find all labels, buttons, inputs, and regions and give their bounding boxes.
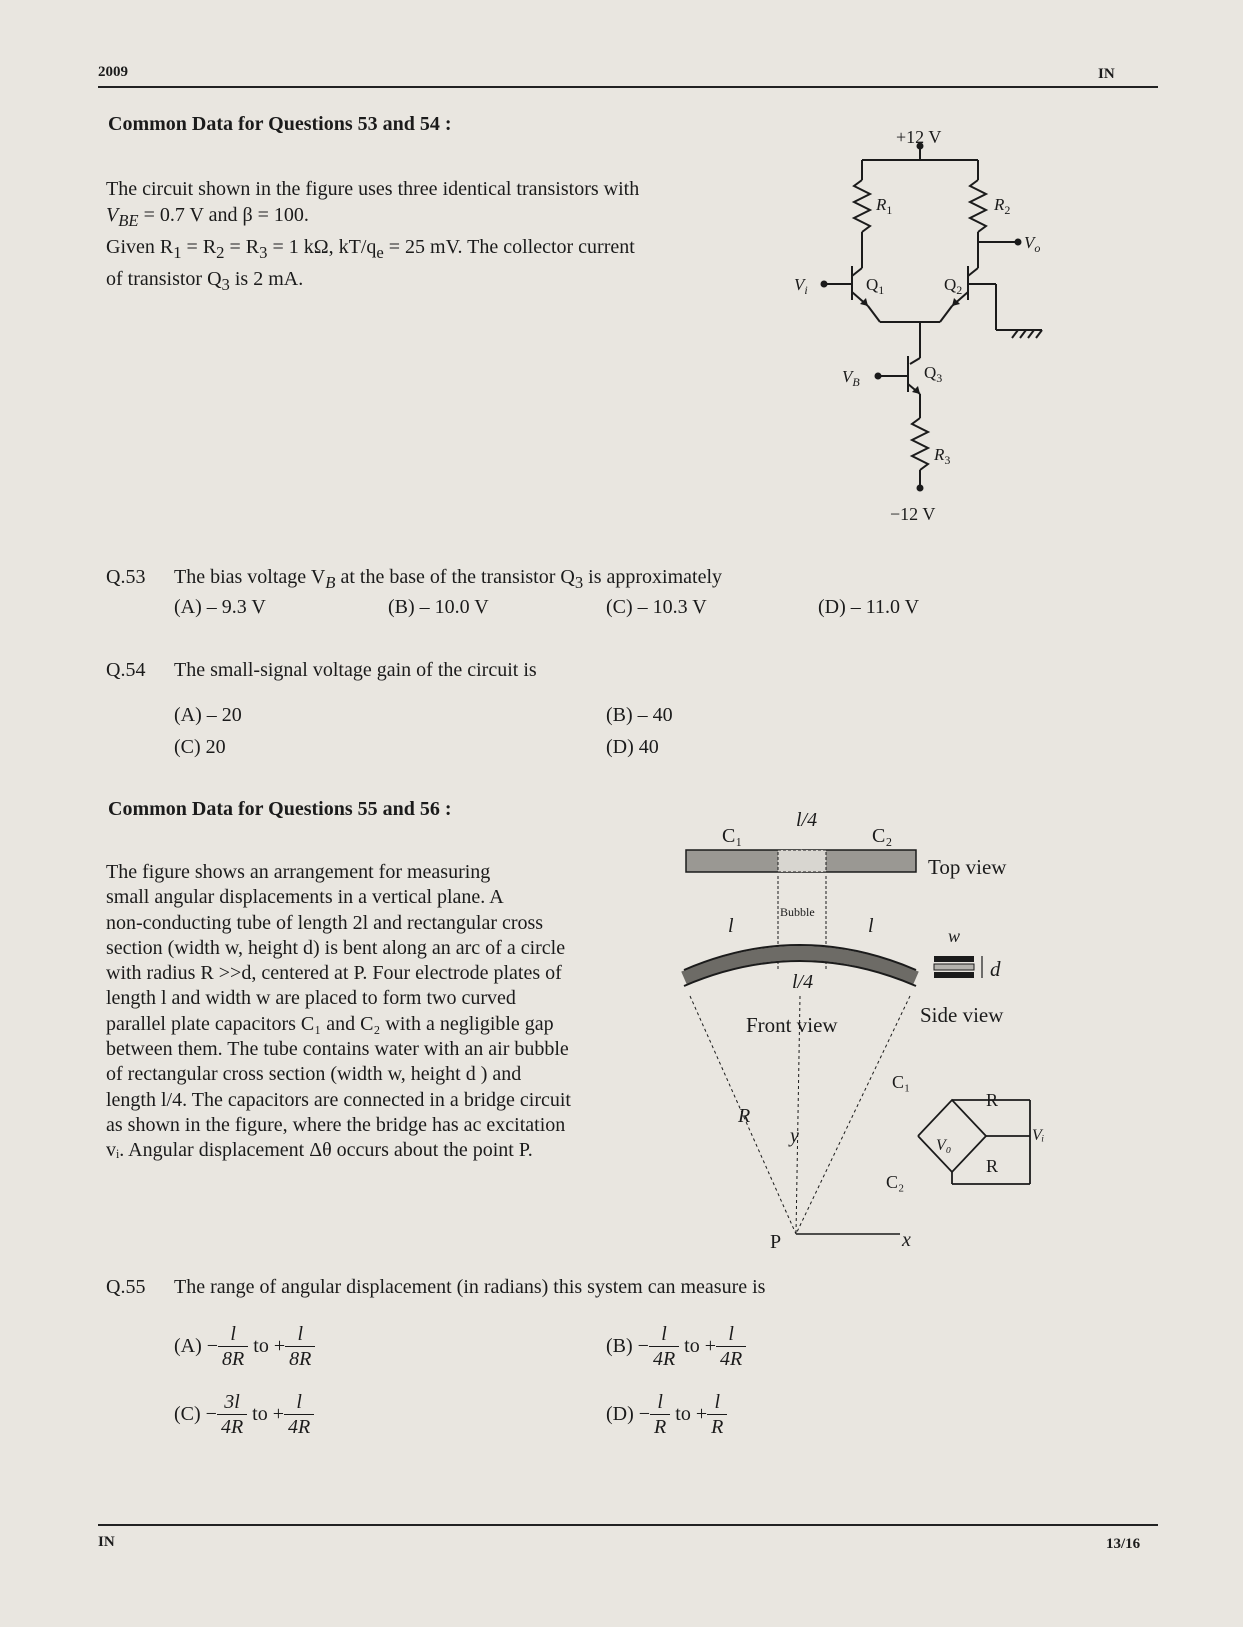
bubble-label: Bubble — [780, 905, 815, 919]
q53-number: Q.53 — [106, 566, 146, 588]
q55-d-n2: l — [714, 1391, 720, 1413]
s2-line3: non-conducting tube of length 2l and rectangular cross — [106, 911, 544, 934]
q53-td: 3 — [574, 573, 584, 592]
vi-terminal — [821, 281, 828, 288]
s2-line11: as shown in the figure, where the bridge has ac excitation — [106, 1113, 566, 1136]
top-c2-label: C₂ — [872, 825, 893, 847]
q55-c-minus: − — [205, 1403, 217, 1425]
q55-a-d2: 8R — [285, 1346, 315, 1371]
length-right-label: l — [868, 915, 874, 937]
q55-a-label: (A) — [174, 1335, 202, 1357]
l3i: = 25 mV. The collector current — [383, 236, 635, 258]
q55-number: Q.55 — [106, 1276, 146, 1298]
vee-terminal — [917, 485, 924, 492]
q3-label: $Q_3$ — [924, 363, 943, 385]
l3a: Given R — [106, 236, 174, 258]
l4a: of transistor Q — [106, 268, 222, 290]
s2-line7: parallel plate capacitors C₁ and C₂ with a negligible gap — [106, 1012, 554, 1035]
section1-description — [106, 176, 746, 298]
q55-c-to: to — [252, 1403, 268, 1425]
r1-label: $R_1$ — [876, 195, 893, 217]
q55-d-frac1 — [650, 1390, 670, 1439]
q55-a-d1: 8R — [218, 1346, 248, 1371]
s2-line2: small angular displacements in a vertical plane. A — [106, 886, 504, 909]
q55-c-plus: + — [272, 1403, 285, 1425]
s2-line12: vᵢ. Angular displacement Δθ occurs about the point P. — [106, 1139, 533, 1162]
header-code: IN — [1098, 66, 1115, 82]
section1-line4 — [106, 266, 746, 298]
section1-line2 — [106, 202, 746, 234]
s2-line9: of rectangular cross section (width w, height d ) and — [106, 1063, 522, 1086]
s2-line1: The figure shows an arrangement for measuring — [106, 861, 491, 883]
q55-a-frac1 — [218, 1322, 248, 1371]
q53-te: is approximately — [583, 566, 723, 588]
q55-a-to: to — [253, 1335, 269, 1357]
l3f: 3 — [259, 243, 268, 262]
top-view-bubble — [778, 850, 826, 872]
top-view-label: Top view — [928, 855, 1007, 879]
q54-option-a[interactable]: (A) – 20 — [174, 704, 242, 726]
q54-text: The small-signal voltage gain of the circuit is — [174, 659, 537, 681]
q53-text — [174, 566, 722, 593]
l3g: = 1 kΩ, kT/q — [267, 236, 377, 258]
q55-a-n2: l — [297, 1323, 303, 1345]
q54-number: Q.54 — [106, 659, 146, 681]
q55-d-d2: R — [707, 1414, 727, 1439]
q53-option-b[interactable]: (B) – 10.0 V — [388, 596, 489, 618]
vb-terminal — [875, 373, 882, 380]
quarter-length-label-front: l/4 — [792, 971, 814, 993]
q55-d-frac2 — [707, 1390, 727, 1439]
vbe-value: = 0.7 V and β = 100. — [138, 204, 309, 226]
common-data-title-53-54: Common Data for Questions 53 and 54 : — [108, 113, 452, 135]
vo-terminal — [1015, 239, 1022, 246]
s2-line4: section (width w, height d) is bent along an arc of a circle — [106, 936, 566, 959]
q55-c-n2: l — [296, 1391, 302, 1413]
q55-c-label: (C) — [174, 1403, 201, 1425]
q53-option-c[interactable]: (C) – 10.3 V — [606, 596, 707, 618]
common-data-title-55-56: Common Data for Questions 55 and 56 : — [108, 798, 452, 820]
q53-option-d[interactable]: (D) – 11.0 V — [818, 596, 920, 618]
bridge-c1-label: C₁ — [892, 1072, 911, 1092]
s2-line8: between them. The tube contains water with an air bubble — [106, 1038, 569, 1061]
section2-description — [106, 860, 626, 1164]
q54-option-d[interactable]: (D) 40 — [606, 736, 659, 758]
bridge-r2-label: R — [986, 1156, 999, 1176]
point-p-label: P — [770, 1231, 782, 1253]
q55-option-d[interactable] — [606, 1390, 727, 1439]
section1-line3 — [106, 234, 746, 266]
q55-a-minus: − — [206, 1335, 219, 1357]
q55-b-d1: 4R — [649, 1346, 679, 1371]
q55-b-to: to — [684, 1335, 700, 1357]
footer-page-number: 13/16 — [1106, 1536, 1141, 1552]
s2-line10: length l/4. The capacitors are connected in a bridge circuit — [106, 1088, 571, 1111]
l4c: is 2 mA. — [229, 268, 304, 290]
bridge-c2-label: C₂ — [886, 1172, 905, 1192]
q55-d-label: (D) — [606, 1403, 634, 1425]
q53-tc: at the base of the transistor Q — [335, 566, 575, 588]
bridge-vi-label: Vᵢ — [1032, 1127, 1045, 1144]
q55-a-plus: + — [273, 1335, 286, 1357]
q55-option-b[interactable] — [606, 1322, 746, 1371]
front-view-label: Front view — [746, 1013, 838, 1037]
s2-line6: length l and width w are placed to form two curved — [106, 987, 516, 1010]
bridge-r1-label: R — [986, 1090, 999, 1110]
q55-d-n1: l — [657, 1391, 663, 1413]
q55-d-minus: − — [638, 1403, 651, 1425]
capacitor-tube-figure — [660, 800, 1080, 1270]
q55-c-d2: 4R — [284, 1414, 314, 1439]
q55-a-frac2 — [285, 1322, 315, 1371]
vo-label: $V_o$ — [1024, 233, 1041, 255]
vcc-label: +12 V — [896, 127, 942, 147]
q55-d-d1: R — [650, 1414, 670, 1439]
q55-a-n1: l — [230, 1323, 236, 1345]
footer-rule — [98, 1524, 1158, 1526]
radius-label: R — [738, 1105, 751, 1127]
q1-label: $Q_1$ — [866, 275, 885, 297]
l3h: e — [376, 243, 384, 262]
l4b: 3 — [221, 275, 230, 294]
quarter-length-label-top: l/4 — [796, 809, 818, 831]
vbe-symbol: V — [106, 204, 119, 226]
q55-b-n1: l — [661, 1323, 667, 1345]
section1-line1: The circuit shown in the figure uses three identical transistors with — [106, 178, 640, 200]
q55-b-n2: l — [728, 1323, 734, 1345]
q55-c-d1: 4R — [217, 1414, 247, 1439]
q55-d-to: to — [675, 1403, 691, 1425]
r2-label: $R_2$ — [994, 195, 1011, 217]
q55-option-a[interactable] — [174, 1322, 315, 1371]
q55-c-frac1 — [217, 1390, 247, 1439]
width-label: w — [948, 926, 961, 946]
vi-label: $V_i$ — [794, 275, 808, 297]
l3b: 1 — [173, 243, 182, 262]
x-axis-label: x — [902, 1229, 911, 1251]
q55-b-frac1 — [649, 1322, 679, 1371]
q55-c-frac2 — [284, 1390, 314, 1439]
vb-label: $V_B$ — [842, 367, 860, 389]
q54-option-c[interactable]: (C) 20 — [174, 736, 226, 758]
q54-option-b[interactable]: (B) – 40 — [606, 704, 673, 726]
q55-option-c[interactable] — [174, 1390, 314, 1439]
y-axis-label: y — [790, 1125, 799, 1147]
q55-c-n1: 3l — [224, 1391, 240, 1413]
footer-code: IN — [98, 1534, 115, 1550]
header-year: 2009 — [98, 64, 128, 80]
q55-b-plus: + — [704, 1335, 717, 1357]
transistor-circuit-diagram — [780, 118, 1080, 538]
bridge-vo-label: V₀ — [936, 1137, 952, 1154]
q53-tb: B — [325, 573, 336, 592]
q55-b-label: (B) — [606, 1335, 633, 1357]
q55-b-d2: 4R — [716, 1346, 746, 1371]
l3e: = R — [224, 236, 260, 258]
r3-label: $R_3$ — [934, 445, 951, 467]
q2-label: $Q_2$ — [944, 275, 963, 297]
side-view-label: Side view — [920, 1003, 1004, 1027]
l3c: = R — [181, 236, 217, 258]
length-left-label: l — [728, 915, 734, 937]
top-c1-label: C₁ — [722, 825, 743, 847]
q55-d-plus: + — [695, 1403, 708, 1425]
l3d: 2 — [216, 243, 225, 262]
vee-label: −12 V — [890, 504, 936, 524]
q55-b-minus: − — [637, 1335, 649, 1357]
q53-option-a[interactable]: (A) – 9.3 V — [174, 596, 266, 618]
s2-line5: with radius R >>d, centered at P. Four electrode plates of — [106, 962, 562, 985]
q55-b-frac2 — [716, 1322, 746, 1371]
vbe-subscript: BE — [118, 211, 139, 230]
q55-text: The range of angular displacement (in radians) this system can measure is — [174, 1276, 766, 1298]
bridge-circuit — [918, 1100, 1030, 1184]
q53-ta: The bias voltage V — [174, 566, 326, 588]
header-rule — [98, 86, 1158, 88]
height-label: d — [990, 957, 1001, 981]
